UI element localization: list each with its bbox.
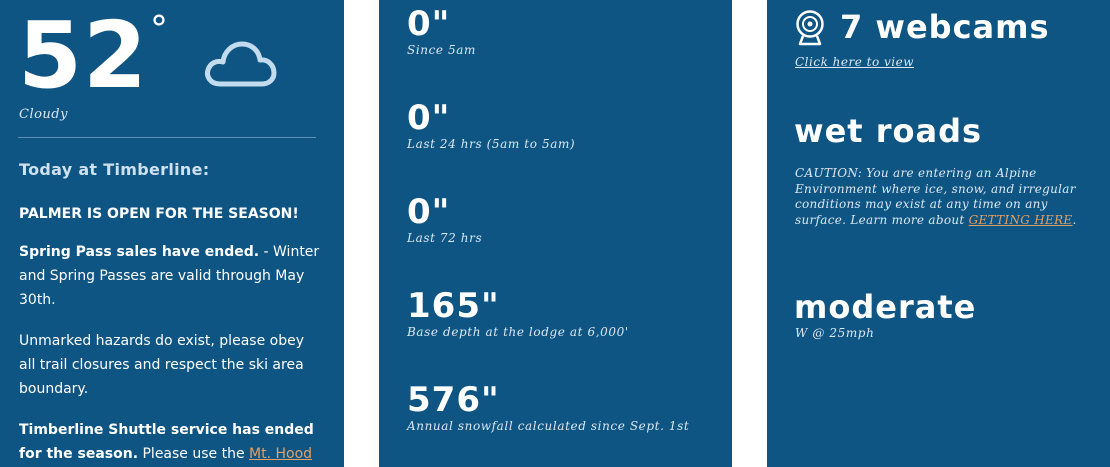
webcam-icon bbox=[794, 10, 826, 46]
caution-end: . bbox=[1072, 212, 1077, 227]
announcement-shuttle-text: Please use the bbox=[138, 446, 250, 462]
weather-condition: Cloudy bbox=[19, 107, 68, 122]
view-webcams-link[interactable]: Click here to view bbox=[795, 55, 914, 69]
snow-stat-label: Last 72 hrs bbox=[407, 231, 483, 245]
cloud-icon bbox=[202, 38, 278, 92]
announcement-pass-sales-bold: Spring Pass sales have ended. bbox=[19, 244, 260, 260]
snow-stat-value: 0" bbox=[407, 98, 451, 138]
snow-stat-since-5am bbox=[407, 4, 707, 58]
road-conditions: wet roads bbox=[794, 112, 983, 150]
divider bbox=[18, 137, 316, 138]
snow-stat-value: 0" bbox=[407, 192, 451, 232]
announcement-pass-sales-text: - Winter and Spring Passes are valid through May 30th. bbox=[19, 244, 320, 308]
snow-stat-label: Since 5am bbox=[407, 43, 476, 57]
announcement-shuttle bbox=[19, 418, 321, 466]
getting-here-link[interactable]: GETTING HERE bbox=[968, 212, 1073, 227]
today-heading: Today at Timberline: bbox=[19, 160, 210, 179]
degree-symbol: ° bbox=[150, 9, 168, 50]
snow-stat-label: Last 24 hrs (5am to 5am) bbox=[407, 137, 576, 151]
snow-stat-last-24 bbox=[407, 98, 707, 152]
mt-hood-link[interactable]: Mt. Hood bbox=[249, 446, 313, 462]
snow-stat-value: 0" bbox=[407, 4, 451, 44]
caution-message: CAUTION: You are entering an Alpine Environment where ice, snow, and irregular conditions may exist at any time on any surface. Learn more about bbox=[795, 166, 1076, 227]
snow-stat-label: Base depth at the lodge at 6,000' bbox=[407, 325, 629, 339]
snow-stat-last-72 bbox=[407, 192, 707, 246]
announcement-hazards: Unmarked hazards do exist, please obey all trail closures and respect the ski area boundary. bbox=[19, 333, 304, 397]
snow-stat-value: 165" bbox=[407, 286, 500, 326]
snow-stat-value: 576" bbox=[407, 380, 500, 420]
snow-stat-annual bbox=[407, 380, 707, 434]
announcement-pass-sales bbox=[19, 240, 321, 312]
snow-report-panel bbox=[379, 0, 732, 467]
wind-detail: W @ 25mph bbox=[795, 326, 875, 340]
announcement-palmer: PALMER IS OPEN FOR THE SEASON! bbox=[19, 206, 299, 222]
weather-panel bbox=[0, 0, 344, 467]
announcement-shuttle-bold: Timberline Shuttle service has ended for the season. bbox=[19, 422, 314, 462]
temperature: 52 bbox=[18, 2, 149, 109]
snow-stat-label: Annual snowfall calculated since Sept. 1st bbox=[407, 419, 690, 433]
snow-stat-base-depth bbox=[407, 286, 707, 340]
webcams-count: 7 webcams bbox=[840, 8, 1050, 46]
wind-level: moderate bbox=[794, 288, 977, 326]
caution-text bbox=[795, 166, 1095, 228]
conditions-info-panel bbox=[767, 0, 1110, 467]
